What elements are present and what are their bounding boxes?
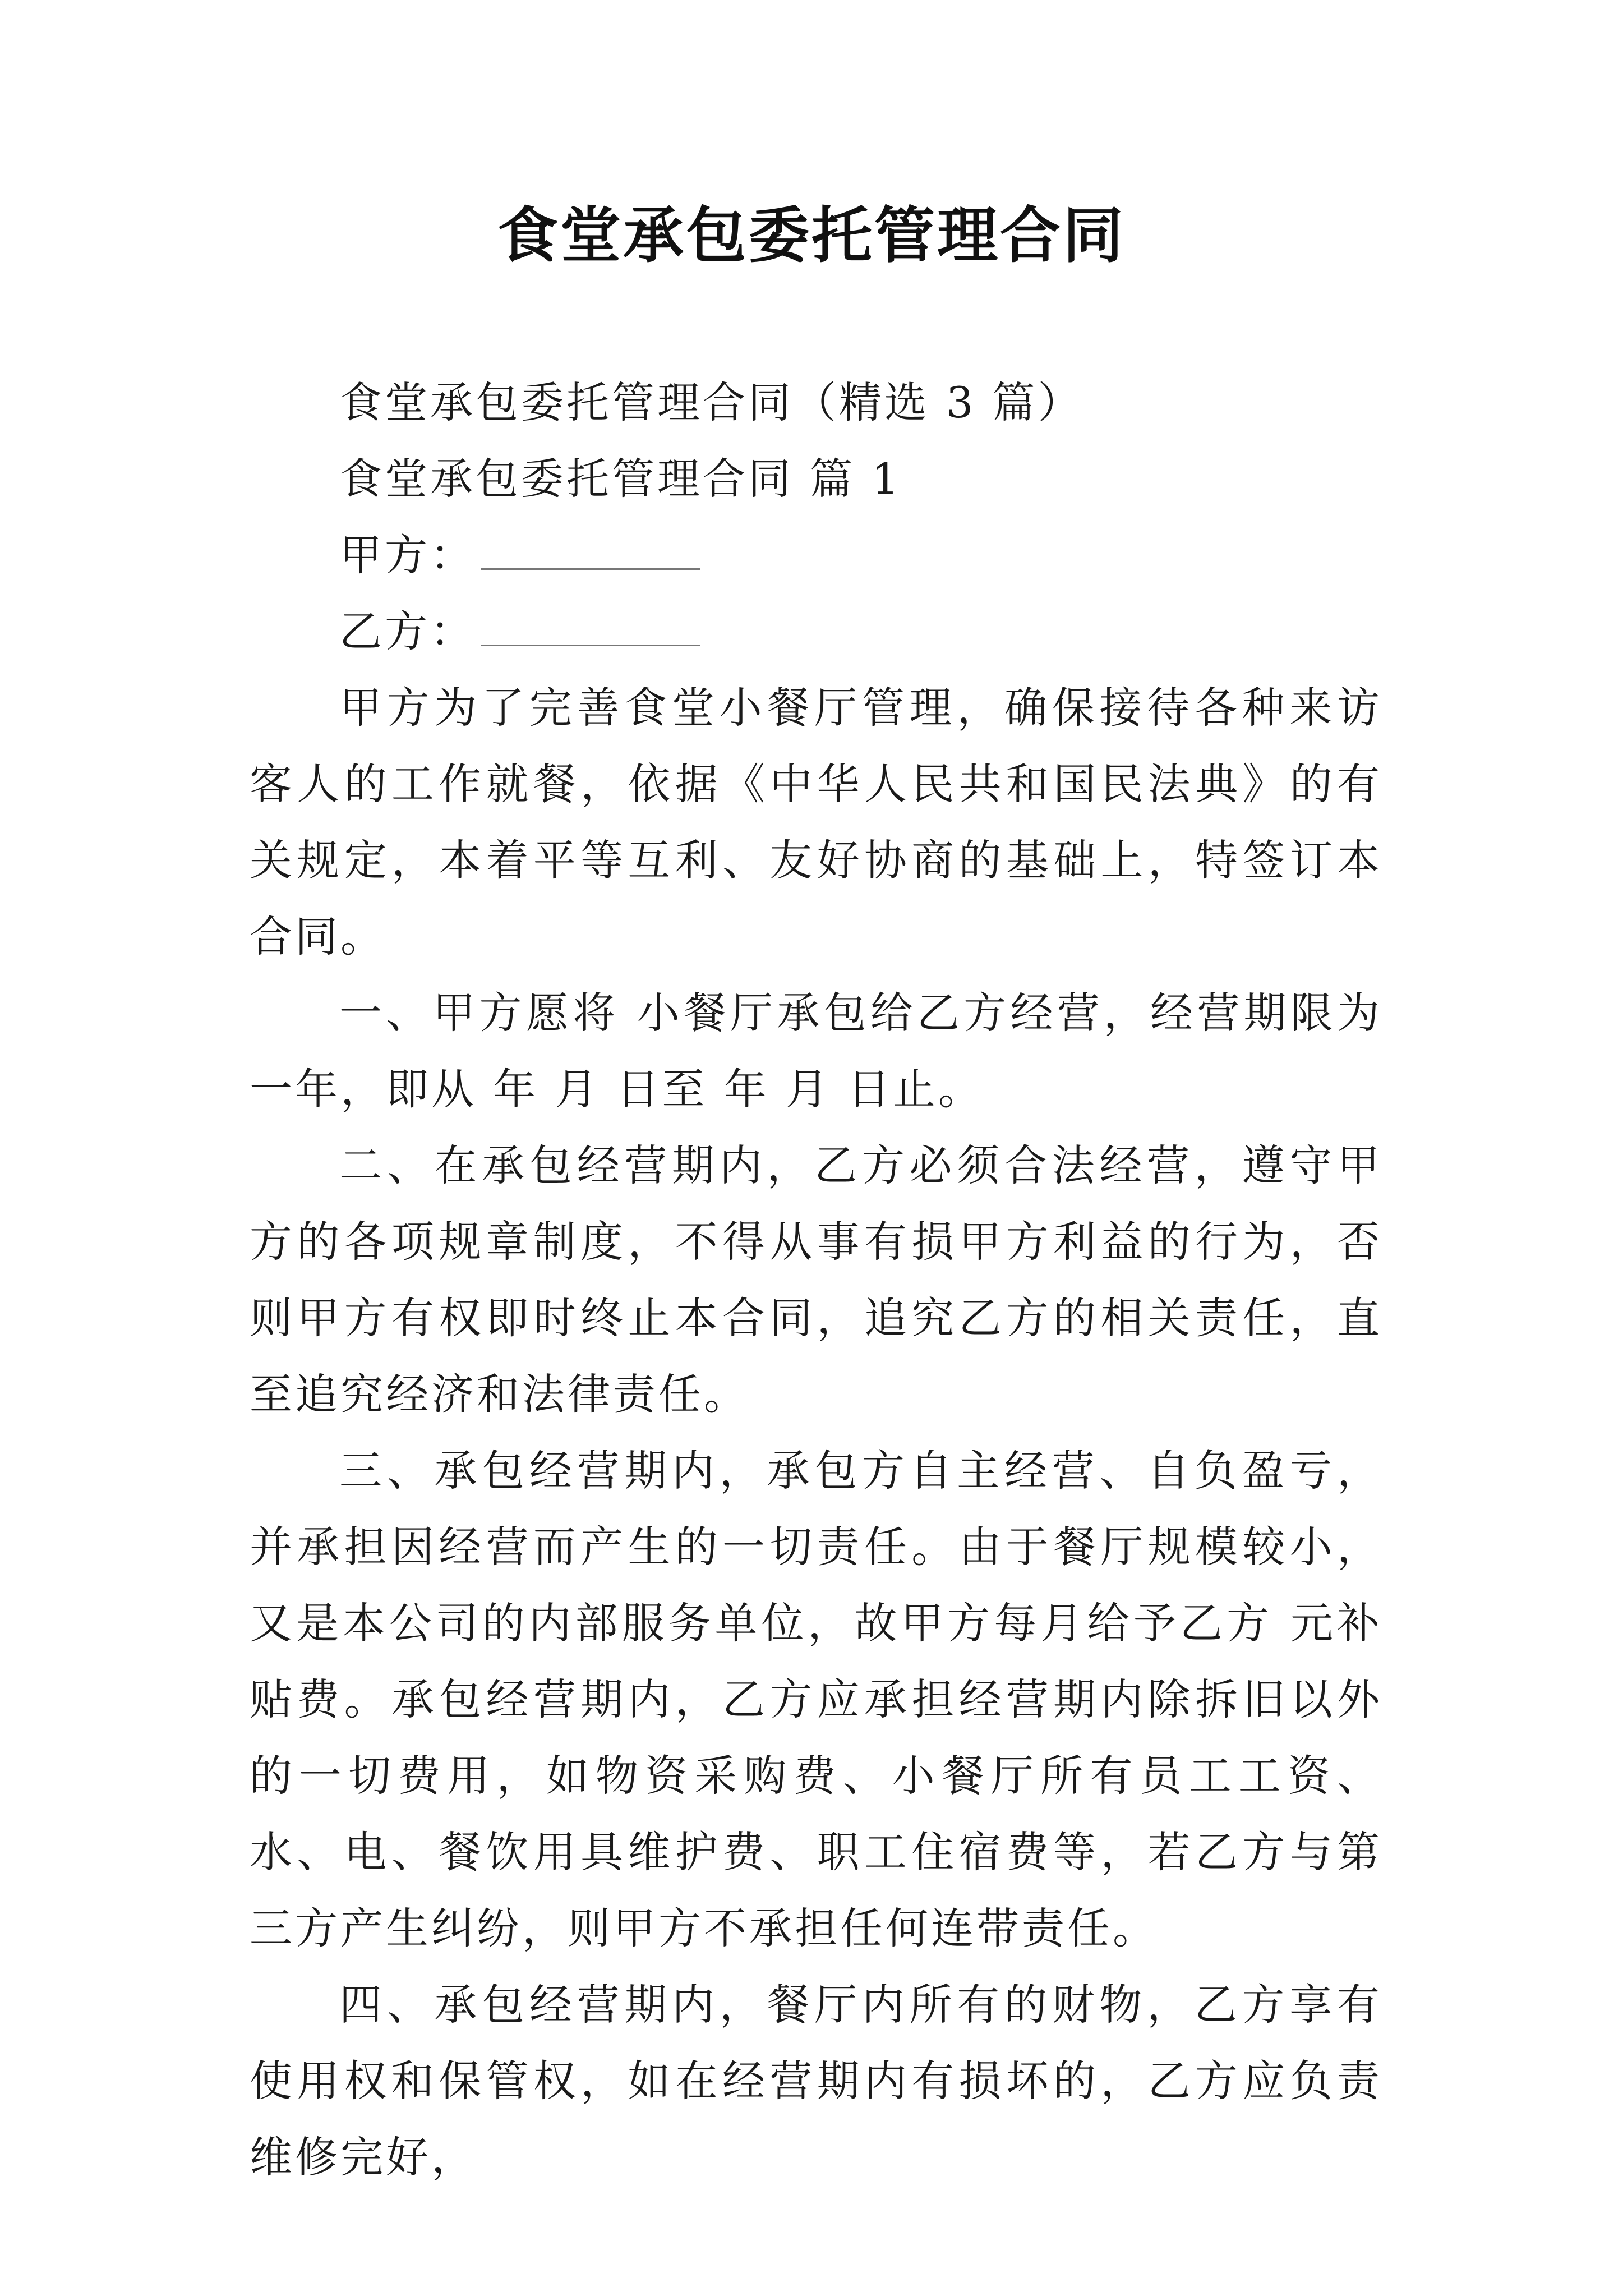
party-a-line — [250, 517, 1382, 593]
party-b-blank — [481, 611, 700, 646]
paragraph-intro: 甲方为了完善食堂小餐厅管理，确保接待各种来访客人的工作就餐，依据《中华人民共和国民法典》的有关规定，本着平等互利、友好协商的基础上，特签订本合同。 — [250, 683, 1382, 961]
paragraph-clause-4: 四、承包经营期内，餐厅内所有的财物，乙方享有使用权和保管权，如在经营期内有损坏的，乙方应负责维修完好， — [250, 1980, 1382, 2182]
document-subtitle: 食堂承包委托管理合同（精选 3 篇） — [339, 378, 1083, 427]
paragraph-clause-3: 三、承包经营期内，承包方自主经营、自负盈亏，并承担因经营而产生的一切责任。由于餐厅规模较小，又是本公司的内部服务单位，故甲方每月给予乙方 元补贴费。承包经营期内，乙方应承担经营期内除拆旧以外的一切费用，如物资采购费、小餐厅所有员工工资、水、电、餐饮用具维护费、职工住宿费等，若乙方与第三方产生纠纷，则甲方不承担任何连带责任。 — [250, 1446, 1382, 1953]
paragraph-clause-1: 一、甲方愿将 小餐厅承包给乙方经营，经营期限为一年，即从 年 月 日至 年 月 日止。 — [250, 988, 1382, 1114]
party-b-label: 乙方： — [339, 606, 476, 656]
party-b-line — [250, 593, 1382, 670]
document-body — [250, 365, 1382, 2196]
party-a-blank — [481, 535, 700, 570]
section-heading: 食堂承包委托管理合同 篇 1 — [339, 454, 902, 504]
party-a-label: 甲方： — [339, 530, 476, 580]
document-title: 食堂承包委托管理合同 — [497, 200, 1126, 271]
paragraph-clause-2: 二、在承包经营期内，乙方必须合法经营，遵守甲方的各项规章制度，不得从事有损甲方利益的行为，否则甲方有权即时终止本合同，追究乙方的相关责任，直至追究经济和法律责任。 — [250, 1140, 1382, 1419]
